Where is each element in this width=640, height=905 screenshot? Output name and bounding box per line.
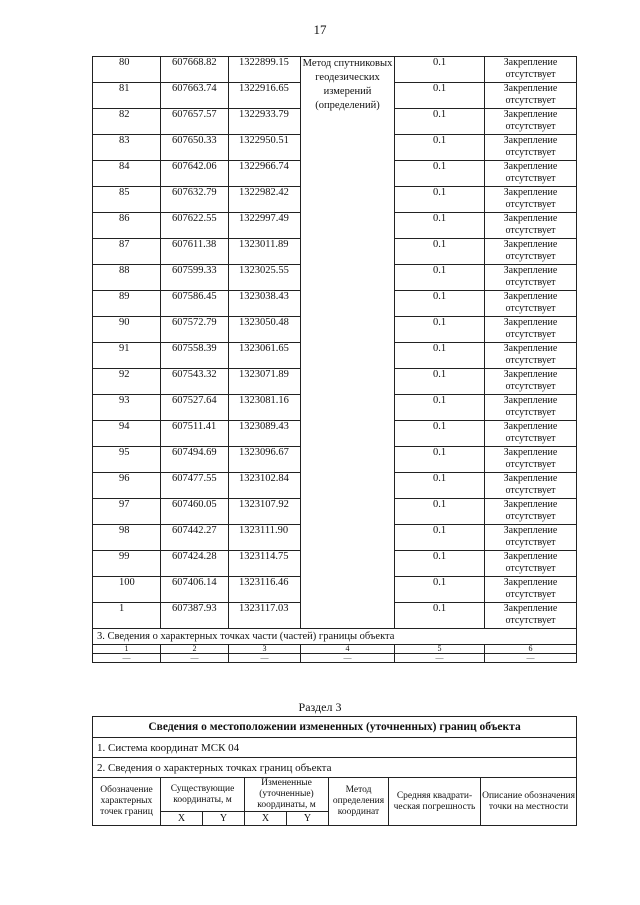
point-number: 84 — [93, 161, 161, 187]
point-error: 0.1 — [395, 447, 485, 473]
point-y: 1322916.65 — [229, 83, 301, 109]
point-number: 82 — [93, 109, 161, 135]
point-y: 1323025.55 — [229, 265, 301, 291]
header-existing-coords: Существующие координаты, м — [161, 778, 245, 812]
point-description: Закрепление отсутствует — [485, 577, 577, 603]
point-description: Закрепление отсутствует — [485, 83, 577, 109]
point-description: Закрепление отсутствует — [485, 343, 577, 369]
point-description: Закрепление отсутствует — [485, 499, 577, 525]
point-number: 81 — [93, 83, 161, 109]
point-x: 607663.74 — [161, 83, 229, 109]
point-x: 607558.39 — [161, 343, 229, 369]
point-y: 1323038.43 — [229, 291, 301, 317]
header-description: Описание обозначения точки на местности — [481, 778, 577, 826]
point-number: 95 — [93, 447, 161, 473]
header-y-changed: Y — [287, 812, 329, 826]
point-description: Закрепление отсутствует — [485, 291, 577, 317]
point-error: 0.1 — [395, 239, 485, 265]
point-number: 88 — [93, 265, 161, 291]
point-x: 607543.32 — [161, 369, 229, 395]
point-error: 0.1 — [395, 395, 485, 421]
point-description: Закрепление отсутствует — [485, 57, 577, 83]
empty-dash: — — [161, 654, 229, 663]
point-x: 607668.82 — [161, 57, 229, 83]
point-number: 93 — [93, 395, 161, 421]
point-description: Закрепление отсутствует — [485, 317, 577, 343]
point-number: 97 — [93, 499, 161, 525]
point-x: 607642.06 — [161, 161, 229, 187]
points-table — [92, 56, 577, 663]
method-cell: Метод спутниковых геодезических измерений (определений) — [301, 57, 395, 629]
point-number: 90 — [93, 317, 161, 343]
empty-dash: — — [485, 654, 577, 663]
point-x: 607572.79 — [161, 317, 229, 343]
point-y: 1323111.90 — [229, 525, 301, 551]
point-x: 607657.57 — [161, 109, 229, 135]
point-description: Закрепление отсутствует — [485, 109, 577, 135]
point-error: 0.1 — [395, 265, 485, 291]
column-number: 2 — [161, 645, 229, 654]
point-error: 0.1 — [395, 473, 485, 499]
header-x-existing: X — [161, 812, 203, 826]
point-y: 1323117.03 — [229, 603, 301, 629]
empty-dash: — — [301, 654, 395, 663]
empty-dash: — — [395, 654, 485, 663]
point-description: Закрепление отсутствует — [485, 421, 577, 447]
point-x: 607477.55 — [161, 473, 229, 499]
point-x: 607424.28 — [161, 551, 229, 577]
column-number: 1 — [93, 645, 161, 654]
point-number: 1 — [93, 603, 161, 629]
column-number: 5 — [395, 645, 485, 654]
changed-boundaries-table — [92, 716, 577, 826]
point-number: 96 — [93, 473, 161, 499]
header-x-changed: X — [245, 812, 287, 826]
point-y: 1323050.48 — [229, 317, 301, 343]
point-error: 0.1 — [395, 603, 485, 629]
table-title: Сведения о местоположении измененных (уточненных) границ объекта — [93, 717, 577, 738]
point-y: 1323116.46 — [229, 577, 301, 603]
point-description: Закрепление отсутствует — [485, 187, 577, 213]
header-error: Средняя квадрати-ческая погрешность — [389, 778, 481, 826]
point-y: 1323089.43 — [229, 421, 301, 447]
point-x: 607527.64 — [161, 395, 229, 421]
header-y-existing: Y — [203, 812, 245, 826]
point-number: 98 — [93, 525, 161, 551]
point-y: 1323061.65 — [229, 343, 301, 369]
point-x: 607387.93 — [161, 603, 229, 629]
point-description: Закрепление отсутствует — [485, 603, 577, 629]
point-description: Закрепление отсутствует — [485, 473, 577, 499]
point-y: 1322899.15 — [229, 57, 301, 83]
empty-dash: — — [229, 654, 301, 663]
point-number: 94 — [93, 421, 161, 447]
point-description: Закрепление отсутствует — [485, 213, 577, 239]
point-error: 0.1 — [395, 161, 485, 187]
point-y: 1323096.67 — [229, 447, 301, 473]
point-x: 607611.38 — [161, 239, 229, 265]
point-y: 1322966.74 — [229, 161, 301, 187]
point-description: Закрепление отсутствует — [485, 525, 577, 551]
point-x: 607632.79 — [161, 187, 229, 213]
point-y: 1323102.84 — [229, 473, 301, 499]
point-x: 607586.45 — [161, 291, 229, 317]
point-number: 87 — [93, 239, 161, 265]
point-y: 1323071.89 — [229, 369, 301, 395]
point-number: 83 — [93, 135, 161, 161]
point-x: 607622.55 — [161, 213, 229, 239]
point-x: 607650.33 — [161, 135, 229, 161]
section-heading: Раздел 3 — [298, 700, 342, 714]
point-error: 0.1 — [395, 57, 485, 83]
points-info-heading: 2. Сведения о характерных точках границ объекта — [93, 758, 577, 778]
point-description: Закрепление отсутствует — [485, 265, 577, 291]
point-error: 0.1 — [395, 369, 485, 395]
table-row — [93, 57, 577, 83]
point-error: 0.1 — [395, 135, 485, 161]
column-number: 6 — [485, 645, 577, 654]
point-error: 0.1 — [395, 421, 485, 447]
point-description: Закрепление отсутствует — [485, 447, 577, 473]
point-description: Закрепление отсутствует — [485, 551, 577, 577]
header-method: Метод определения координат — [329, 778, 389, 826]
page-number: 17 — [313, 22, 327, 37]
coordinate-system: 1. Система координат МСК 04 — [93, 738, 577, 758]
point-x: 607442.27 — [161, 525, 229, 551]
point-number: 99 — [93, 551, 161, 577]
point-x: 607406.14 — [161, 577, 229, 603]
point-x: 607511.41 — [161, 421, 229, 447]
point-number: 80 — [93, 57, 161, 83]
point-number: 100 — [93, 577, 161, 603]
point-error: 0.1 — [395, 499, 485, 525]
point-error: 0.1 — [395, 291, 485, 317]
point-error: 0.1 — [395, 343, 485, 369]
point-description: Закрепление отсутствует — [485, 161, 577, 187]
point-number: 92 — [93, 369, 161, 395]
section-3-heading: 3. Сведения о характерных точках части (частей) границы объекта — [93, 629, 577, 645]
point-error: 0.1 — [395, 213, 485, 239]
header-designation: Обозначение характерных точек границ — [93, 778, 161, 826]
point-number: 86 — [93, 213, 161, 239]
point-number: 91 — [93, 343, 161, 369]
point-error: 0.1 — [395, 109, 485, 135]
point-y: 1323107.92 — [229, 499, 301, 525]
point-error: 0.1 — [395, 551, 485, 577]
point-x: 607460.05 — [161, 499, 229, 525]
point-y: 1323081.16 — [229, 395, 301, 421]
point-x: 607494.69 — [161, 447, 229, 473]
point-description: Закрепление отсутствует — [485, 369, 577, 395]
point-error: 0.1 — [395, 83, 485, 109]
point-error: 0.1 — [395, 525, 485, 551]
column-number: 4 — [301, 645, 395, 654]
point-y: 1322997.49 — [229, 213, 301, 239]
point-y: 1323114.75 — [229, 551, 301, 577]
point-description: Закрепление отсутствует — [485, 135, 577, 161]
column-number: 3 — [229, 645, 301, 654]
point-error: 0.1 — [395, 577, 485, 603]
point-description: Закрепление отсутствует — [485, 395, 577, 421]
point-number: 89 — [93, 291, 161, 317]
point-error: 0.1 — [395, 187, 485, 213]
point-x: 607599.33 — [161, 265, 229, 291]
header-changed-coords: Измененные (уточненные) координаты, м — [245, 778, 329, 812]
point-number: 85 — [93, 187, 161, 213]
point-y: 1323011.89 — [229, 239, 301, 265]
point-description: Закрепление отсутствует — [485, 239, 577, 265]
point-y: 1322982.42 — [229, 187, 301, 213]
point-y: 1322933.79 — [229, 109, 301, 135]
point-error: 0.1 — [395, 317, 485, 343]
point-y: 1322950.51 — [229, 135, 301, 161]
empty-dash: — — [93, 654, 161, 663]
